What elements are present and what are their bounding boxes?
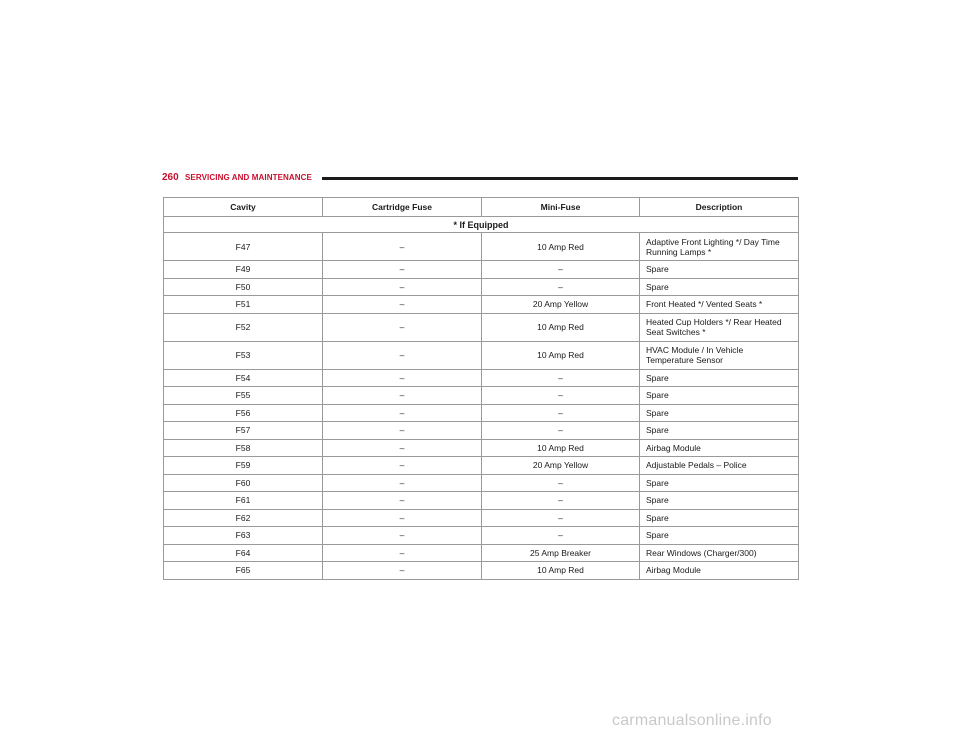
table-row [164, 261, 799, 279]
page-header [162, 172, 798, 186]
table-row [164, 369, 799, 387]
equipped-note-row [164, 217, 799, 233]
table-header-row [164, 198, 799, 217]
description-cell: Spare [640, 278, 799, 296]
table-row [164, 457, 799, 475]
cavity-cell: F63 [164, 527, 323, 545]
mini-fuse-cell: 10 Amp Red [482, 562, 640, 580]
table-row [164, 341, 799, 369]
cavity-cell: F64 [164, 544, 323, 562]
cavity-cell: F54 [164, 369, 323, 387]
mini-fuse-cell: – [482, 369, 640, 387]
table-row [164, 527, 799, 545]
mini-fuse-cell: 25 Amp Breaker [482, 544, 640, 562]
mini-fuse-cell: 10 Amp Red [482, 341, 640, 369]
cartridge-fuse-cell: – [323, 341, 482, 369]
cavity-cell: F53 [164, 341, 323, 369]
cartridge-fuse-cell: – [323, 492, 482, 510]
description-cell: Adjustable Pedals – Police [640, 457, 799, 475]
table-row [164, 562, 799, 580]
table-row [164, 492, 799, 510]
cavity-cell: F57 [164, 422, 323, 440]
cartridge-fuse-cell: – [323, 544, 482, 562]
cavity-cell: F56 [164, 404, 323, 422]
mini-fuse-cell: – [482, 387, 640, 405]
description-cell: Spare [640, 387, 799, 405]
mini-fuse-cell: – [482, 527, 640, 545]
description-cell: Spare [640, 509, 799, 527]
description-cell: Airbag Module [640, 439, 799, 457]
description-cell: Spare [640, 422, 799, 440]
section-title: SERVICING AND MAINTENANCE [185, 173, 312, 182]
cavity-cell: F58 [164, 439, 323, 457]
description-cell: HVAC Module / In Vehicle Temperature Sensor [640, 341, 799, 369]
cartridge-fuse-cell: – [323, 509, 482, 527]
mini-fuse-cell: – [482, 509, 640, 527]
description-cell: Spare [640, 527, 799, 545]
table-row [164, 296, 799, 314]
description-cell: Adaptive Front Lighting */ Day Time Running Lamps * [640, 233, 799, 261]
mini-fuse-cell: – [482, 422, 640, 440]
cartridge-fuse-cell: – [323, 527, 482, 545]
column-header-cartridge-fuse: Cartridge Fuse [323, 198, 482, 217]
cavity-cell: F62 [164, 509, 323, 527]
table-row [164, 313, 799, 341]
cavity-cell: F50 [164, 278, 323, 296]
cartridge-fuse-cell: – [323, 404, 482, 422]
cartridge-fuse-cell: – [323, 233, 482, 261]
cavity-cell: F61 [164, 492, 323, 510]
cartridge-fuse-cell: – [323, 457, 482, 475]
cartridge-fuse-cell: – [323, 387, 482, 405]
description-cell: Spare [640, 492, 799, 510]
table-row [164, 233, 799, 261]
description-cell: Front Heated */ Vented Seats * [640, 296, 799, 314]
cartridge-fuse-cell: – [323, 562, 482, 580]
description-cell: Spare [640, 404, 799, 422]
cartridge-fuse-cell: – [323, 261, 482, 279]
table-row [164, 544, 799, 562]
description-cell: Spare [640, 369, 799, 387]
cartridge-fuse-cell: – [323, 439, 482, 457]
description-cell: Spare [640, 261, 799, 279]
description-cell: Spare [640, 474, 799, 492]
mini-fuse-cell: – [482, 261, 640, 279]
cavity-cell: F47 [164, 233, 323, 261]
header-rule [322, 177, 798, 180]
cartridge-fuse-cell: – [323, 278, 482, 296]
description-cell: Airbag Module [640, 562, 799, 580]
mini-fuse-cell: – [482, 474, 640, 492]
table-row [164, 404, 799, 422]
description-cell: Heated Cup Holders */ Rear Heated Seat Switches * [640, 313, 799, 341]
cartridge-fuse-cell: – [323, 313, 482, 341]
mini-fuse-cell: 10 Amp Red [482, 233, 640, 261]
fuse-table [163, 197, 799, 580]
cartridge-fuse-cell: – [323, 422, 482, 440]
cavity-cell: F65 [164, 562, 323, 580]
column-header-cavity: Cavity [164, 198, 323, 217]
mini-fuse-cell: 10 Amp Red [482, 313, 640, 341]
cartridge-fuse-cell: – [323, 474, 482, 492]
cavity-cell: F59 [164, 457, 323, 475]
column-header-mini-fuse: Mini-Fuse [482, 198, 640, 217]
cavity-cell: F55 [164, 387, 323, 405]
column-header-description: Description [640, 198, 799, 217]
page-number: 260 [162, 172, 179, 183]
table-row [164, 474, 799, 492]
cartridge-fuse-cell: – [323, 296, 482, 314]
table-row [164, 439, 799, 457]
mini-fuse-cell: – [482, 404, 640, 422]
mini-fuse-cell: 20 Amp Yellow [482, 457, 640, 475]
cavity-cell: F60 [164, 474, 323, 492]
site-watermark: carmanualsonline.info [612, 712, 772, 729]
table-row [164, 509, 799, 527]
equipped-note: * If Equipped [164, 217, 799, 233]
mini-fuse-cell: 20 Amp Yellow [482, 296, 640, 314]
cartridge-fuse-cell: – [323, 369, 482, 387]
mini-fuse-cell: – [482, 492, 640, 510]
table-row [164, 422, 799, 440]
cavity-cell: F49 [164, 261, 323, 279]
mini-fuse-cell: 10 Amp Red [482, 439, 640, 457]
cavity-cell: F52 [164, 313, 323, 341]
table-row [164, 387, 799, 405]
cavity-cell: F51 [164, 296, 323, 314]
table-row [164, 278, 799, 296]
mini-fuse-cell: – [482, 278, 640, 296]
description-cell: Rear Windows (Charger/300) [640, 544, 799, 562]
